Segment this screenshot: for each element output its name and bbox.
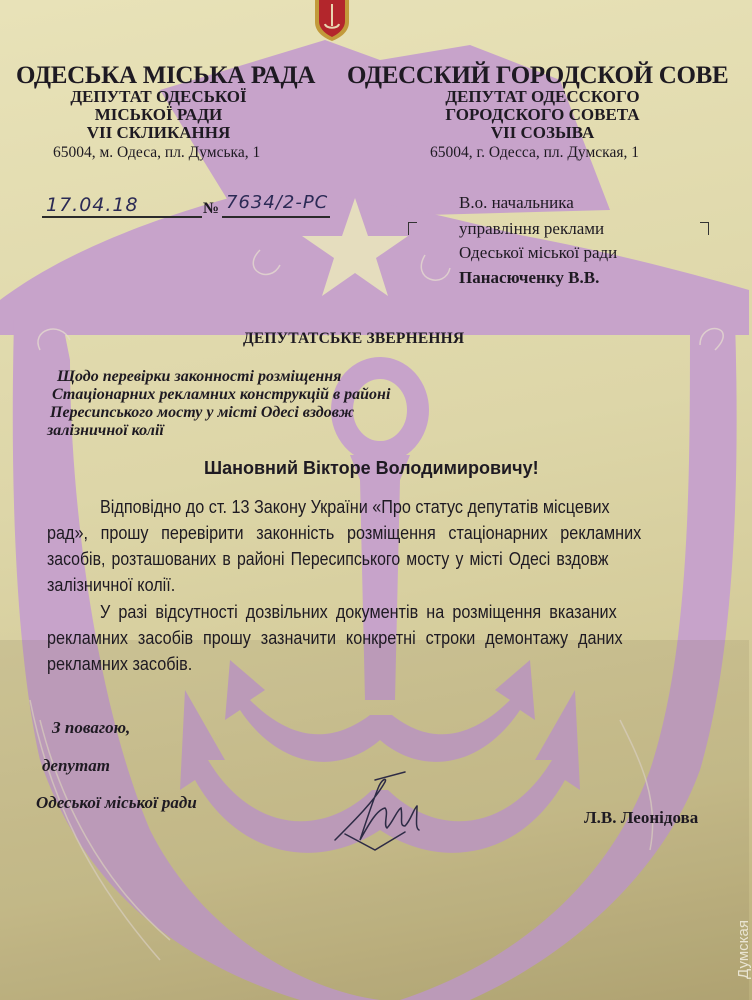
letterhead-right-line1: ДЕПУТАТ ОДЕССКОГО <box>445 87 640 106</box>
odesa-coat-of-arms-icon <box>312 0 352 42</box>
letterhead-right-title: ОДЕССКИЙ ГОРОДСКОЙ СОВЕ <box>347 62 729 89</box>
subject-line: Стаціонарних рекламних конструкцій в районі <box>52 386 391 403</box>
letterhead-right-line3: VII СОЗЫВА <box>490 123 595 142</box>
date-underline <box>42 216 202 218</box>
handwritten-signature <box>315 770 465 860</box>
number-underline <box>222 216 330 218</box>
closing-organization: Одеської міської ради <box>36 793 197 812</box>
recipient-organization: Одеської міської ради <box>459 243 618 262</box>
paragraph-1-line: рад», прошу перевірити законність розміщення стаціонарних рекламних <box>47 523 642 543</box>
letterhead-left-title: ОДЕСЬКА МІСЬКА РАДА <box>16 62 316 89</box>
letterhead-right-line2: ГОРОДСКОГО СОВЕТА <box>445 105 640 124</box>
recipient-name: Панасюченку В.В. <box>459 268 600 287</box>
recipient-position: В.о. начальника <box>459 193 574 212</box>
paragraph-1-line: залізничної колії. <box>47 575 176 595</box>
dumskaya-watermark: Думская <box>735 920 752 979</box>
salutation: Шановний Вікторе Володимировичу! <box>204 458 539 478</box>
paragraph-2-line: У разі відсутності дозвільних документів на розміщення вказаних <box>100 602 617 622</box>
letterhead-left-line3: VII СКЛИКАННЯ <box>86 123 231 142</box>
reference-number: 7634/2-РС <box>226 192 329 213</box>
letterhead-left-line1: ДЕПУТАТ ОДЕСЬКОЇ <box>70 87 247 106</box>
letterhead-right-address: 65004, г. Одесса, пл. Думская, 1 <box>430 144 639 161</box>
emblem-band <box>70 300 690 322</box>
signer-name: Л.В. Леонідова <box>584 808 699 827</box>
closing-position: депутат <box>42 756 110 775</box>
reference-number-sign: № <box>203 200 220 217</box>
paragraph-1-line: Відповідно до ст. 13 Закону України «Про статус депутатів місцевих <box>100 497 610 517</box>
letterhead-left-address: 65004, м. Одеса, пл. Думська, 1 <box>53 144 261 161</box>
letterhead-left-line2: МІСЬКОЇ РАДИ <box>94 105 223 124</box>
subject-line: залізничної колії <box>47 422 164 439</box>
reference-date: 17.04.18 <box>46 194 139 216</box>
paragraph-2-line: рекламних засобів прошу зазначити конкретні строки демонтажу даних <box>47 628 623 648</box>
address-corner-left <box>408 222 417 235</box>
subject-line: Пересипського мосту у місті Одесі вздовж <box>50 404 355 421</box>
document-title: ДЕПУТАТСЬКЕ ЗВЕРНЕННЯ <box>243 330 465 347</box>
closing-regards: З повагою, <box>52 718 131 737</box>
paragraph-2-line: рекламних засобів. <box>47 654 193 674</box>
recipient-department: управління реклами <box>459 219 605 238</box>
address-corner-right <box>700 222 709 235</box>
paragraph-1-line: засобів, розташованих в районі Пересипського мосту у місті Одесі вздовж <box>47 549 609 569</box>
subject-line: Щодо перевірки законності розміщення <box>57 368 342 385</box>
